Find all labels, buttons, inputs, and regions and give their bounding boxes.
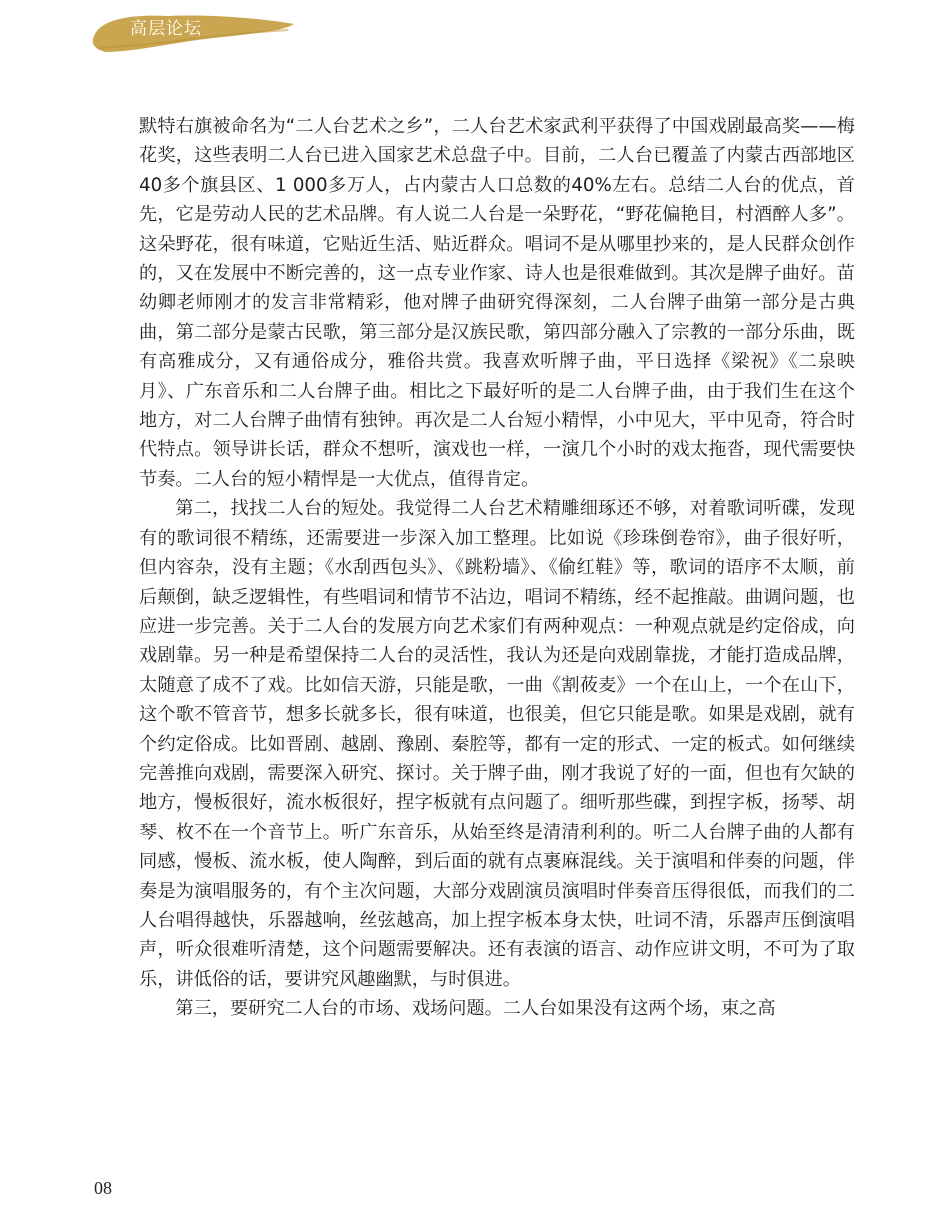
article-paragraph-1: 默特右旗被命名为“二人台艺术之乡”，二人台艺术家武利平获得了中国戏剧最高奖——梅花奖，这些表明二人台已进入国家艺术总盘子中。目前，二人台已覆盖了内蒙古西部地区40多个旗县区、1 000多万人，占内蒙古人口总数的40%左右。总结二人台的优点，首先，它是劳动人民的艺术品牌。有人说二人台是一朵野花，“野花偏艳目，村酒醉人多”。这朵野花，很有味道，它贴近生活、贴近群众。唱词不是从哪里抄来的，是人民群众创作的，又在发展中不断完善的，这一点专业作家、诗人也是很难做到。其次是牌子曲好。苗幼卿老师刚才的发言非常精彩，他对牌子曲研究得深刻，二人台牌子曲第一部分是古典曲，第二部分是蒙古民歌，第三部分是汉族民歌，第四部分融入了宗教的一部分乐曲，既有高雅成分，又有通俗成分，雅俗共赏。我喜欢听牌子曲，平日选择《梁祝》《二泉映月》、广东音乐和二人台牌子曲。相比之下最好听的是二人台牌子曲，由于我们生在这个地方，对二人台牌子曲情有独钟。再次是二人台短小精悍，小中见大，平中见奇，符合时代特点。领导讲长话，群众不想听，演戏也一样，一演几个小时的戏太拖沓，现代需要快节奏。二人台的短小精悍是一大优点，值得肯定。: [139, 116, 855, 490]
article-paragraph-3: 第三，要研究二人台的市场、戏场问题。二人台如果没有这两个场，束之高: [175, 998, 776, 1020]
section-label: 高层论坛: [130, 19, 202, 39]
article-body: [139, 112, 855, 1024]
page-number: 08: [94, 1178, 112, 1198]
article-paragraph-2: 第二，找找二人台的短处。我觉得二人台艺术精雕细琢还不够，对着歌词听碟，发现有的歌词很不精练，还需要进一步深入加工整理。比如说《珍珠倒卷帘》，曲子很好听，但内容杂，没有主题；《水刮西包头》、《跳粉墙》、《偷红鞋》等，歌词的语序不太顺，前后颠倒，缺乏逻辑性，有些唱词和情节不沾边，唱词不精练，经不起推敲。曲调问题，也应进一步完善。关于二人台的发展方向艺术家们有两种观点：一种观点就是约定俗成，向戏剧靠。另一种是希望保持二人台的灵活性，我认为还是向戏剧靠拢，才能打造成品牌，太随意了成不了戏。比如信天游，只能是歌，一曲《割莜麦》一个在山上，一个在山下，这个歌不管音节，想多长就多长，很有味道，也很美，但它只能是歌。如果是戏剧，就有个约定俗成。比如晋剧、越剧、豫剧、秦腔等，都有一定的形式、一定的板式。如何继续完善推向戏剧，需要深入研究、探讨。关于牌子曲，刚才我说了好的一面，但也有欠缺的地方，慢板很好，流水板很好，捏字板就有点问题了。细听那些碟，到捏字板，扬琴、胡琴、枚不在一个音节上。听广东音乐，从始至终是清清利利的。听二人台牌子曲的人都有同感，慢板、流水板，使人陶醉，到后面的就有点裹麻混线。关于演唱和伴奏的问题，伴奏是为演唱服务的，有个主次问题，大部分戏剧演员演唱时伴奏音压得很低，而我们的二人台唱得越快，乐器越响，丝弦越高，加上捏字板本身太快，吐词不清，乐器声压倒演唱声，听众很难听清楚，这个问题需要解决。还有表演的语言、动作应讲文明，不可为了取乐，讲低俗的话，要讲究风趣幽默，与时俱进。: [139, 498, 855, 990]
